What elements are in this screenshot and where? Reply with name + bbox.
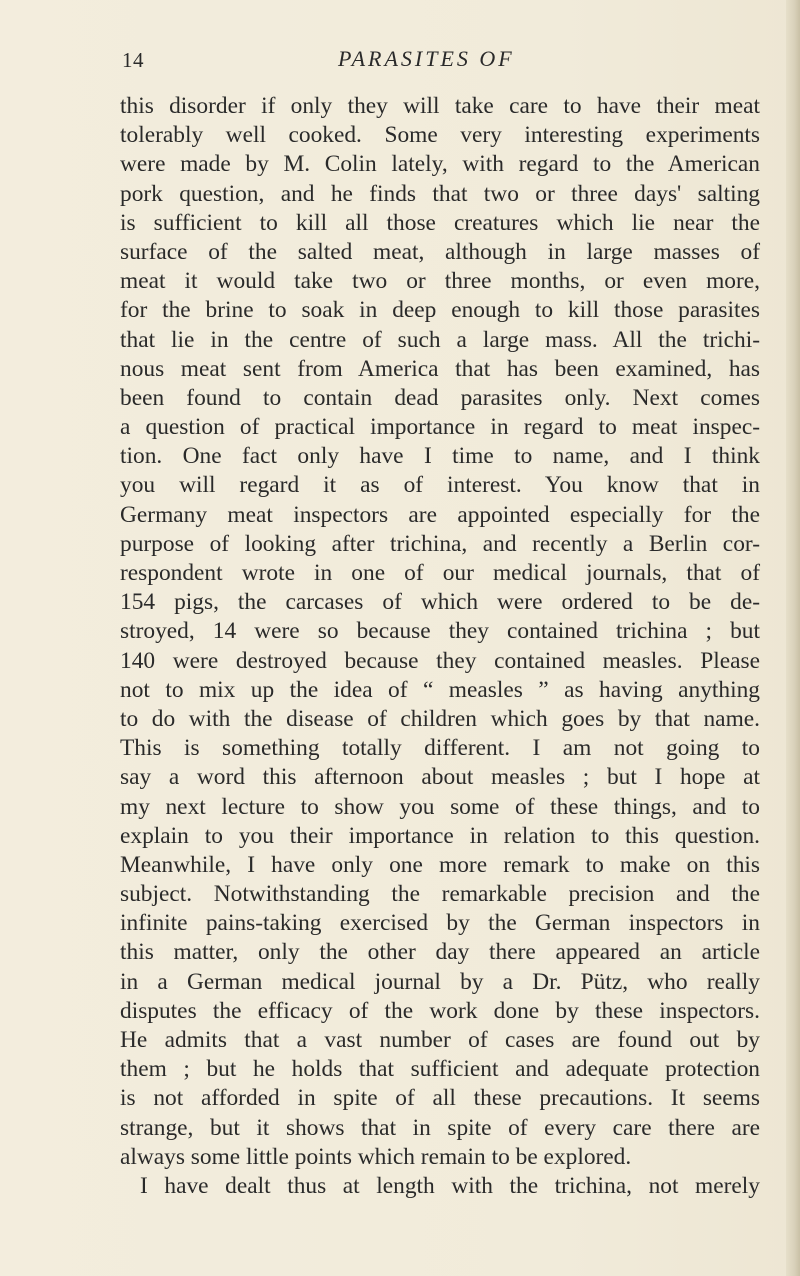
text-line: disputes the efficacy of the work done by these inspectors. [120,997,760,1024]
text-line: Germany meat inspectors are appointed especially for the [120,501,760,528]
text-line: stroyed, 14 were so because they contained trichina ; but [120,618,760,645]
text-line: been found to contain dead parasites only. Next comes [120,384,760,411]
text-line: this matter, only the other day there appeared an article [120,939,760,966]
text-line: nous meat sent from America that has been examined, has [120,355,760,382]
text-line: you will regard it as of interest. You know that in [120,472,760,499]
text-line: surface of the salted meat, although in large masses of [120,238,760,265]
running-head: PARASITES OF [338,46,515,71]
text-line: them ; but he holds that sufficient and adequate protection [120,1056,760,1083]
text-line: tion. One fact only have I time to name, and I think [120,443,760,470]
text-line: 140 were destroyed because they contained measles. Please [120,647,760,674]
text-line: purpose of looking after trichina, and recently a Berlin cor- [120,530,760,557]
text-line: that lie in the centre of such a large mass. All the trichi- [120,326,760,353]
text-line: is sufficient to kill all those creatures which lie near the [120,209,760,236]
text-line: 154 pigs, the carcases of which were ordered to be de- [120,589,760,616]
text-line: I have dealt thus at length with the trichina, not merely [140,1172,760,1199]
text-line: were made by M. Colin lately, with regard to the American [120,151,760,178]
text-line: a question of practical importance in regard to meat inspec- [120,414,760,441]
text-line: strange, but it shows that in spite of every care there are [120,1114,760,1141]
text-line: He admits that a vast number of cases are found out by [120,1027,760,1053]
text-line: not to mix up the idea of “ measles ” as having anything [120,676,760,703]
text-line: this disorder if only they will take care to have their meat [120,93,760,119]
text-line: respondent wrote in one of our medical journals, that of [120,560,760,586]
text-line: in a German medical journal by a Dr. Pütz, who really [120,968,760,995]
page-edge [786,0,800,1276]
text-line: always some little points which remain to be explored. [120,1143,632,1170]
page-number: 14 [122,48,144,72]
text-line: my next lecture to show you some of these things, and to [120,793,760,820]
text-line: to do with the disease of children which goes by that name. [120,705,760,732]
body-text [120,92,760,1201]
text-line: Meanwhile, I have only one more remark to make on this [120,851,760,878]
text-line: infinite pains-taking exercised by the German inspectors in [120,910,760,937]
text-line: subject. Notwithstanding the remarkable precision and the [120,881,760,908]
text-line: meat it would take two or three months, or even more, [120,268,760,295]
text-line: This is something totally different. I am not going to [120,735,760,762]
text-line: tolerably well cooked. Some very interesting experiments [120,122,760,149]
text-line: pork question, and he finds that two or three days' salting [120,180,760,207]
page-header [0,44,800,84]
text-line: say a word this afternoon about measles ; but I hope at [120,764,760,791]
text-line: explain to you their importance in relation to this question. [120,822,760,849]
text-line: is not afforded in spite of all these precautions. It seems [120,1085,760,1112]
text-line: for the brine to soak in deep enough to kill those parasites [120,297,760,324]
